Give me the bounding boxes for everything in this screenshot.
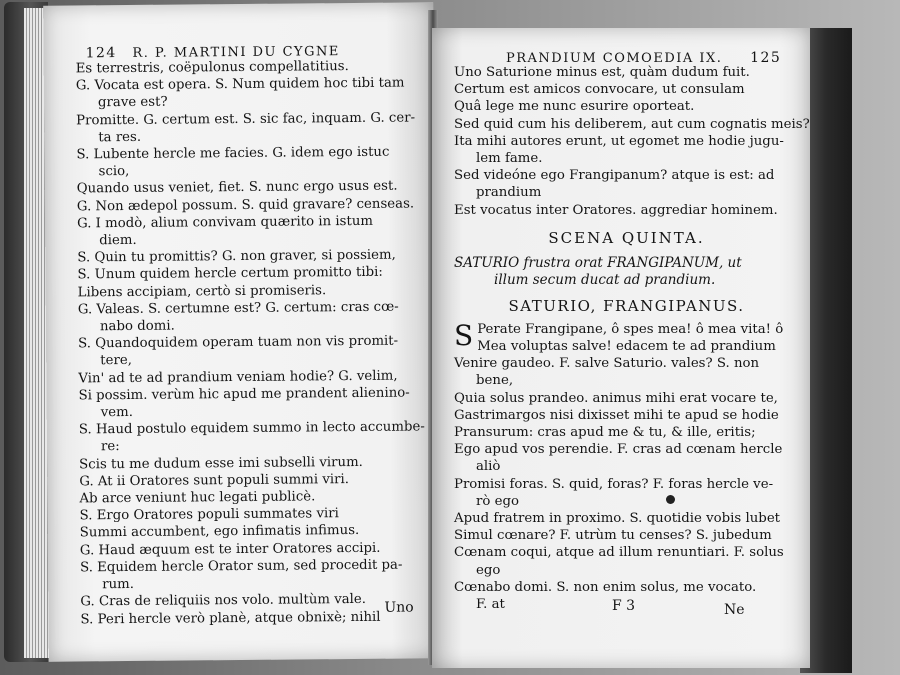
text-line: re: — [100, 439, 120, 455]
left-running-title: R. P. MARTINI DU CYGNE — [132, 44, 340, 61]
left-catchword: Uno — [384, 599, 414, 616]
text-line: Uno Saturione minus est, quàm dudum fuit. — [454, 65, 750, 80]
text-line: rum. — [102, 577, 135, 593]
text-line: Scis tu me dudum esse imi subselli virum. — [79, 454, 363, 473]
text-line: Pransurum: cras apud me & tu, & ille, eritis; — [454, 425, 756, 441]
text-line: S. Haud postulo equidem summo in lecto accumbe- — [78, 419, 425, 438]
text-line: S. Quandoquidem operam tuam non vis promit- — [78, 333, 399, 352]
text-line: bene, — [476, 373, 514, 389]
text-line: Promitte. G. certum est. S. sic fac, inquam. G. cer- — [76, 110, 416, 129]
text-line: Certum est amicos convocare, ut consulam — [454, 82, 745, 98]
signature-mark: F 3 — [612, 598, 636, 614]
right-running-title: PRANDIUM COMOEDIA IX. — [506, 51, 723, 66]
text-line: Sed quid cum his deliberem, aut cum cognatis meis? — [454, 116, 810, 132]
text-line: Es terrestris, coëpulonus compellatitius. — [75, 59, 349, 77]
text-line: S. Equidem hercle Orator sum, sed procedit pa- — [79, 557, 403, 576]
scene-argument-line: illum secum ducat ad prandium. — [494, 271, 716, 288]
text-line: rò ego — [476, 493, 519, 509]
text-line: prandium — [476, 185, 542, 201]
text-line: S. Quin tu promittis? G. non graver, si possiem, — [77, 247, 396, 266]
drop-cap: S — [454, 318, 474, 352]
left-page — [43, 2, 439, 661]
text-line: Promisi foras. S. quid, foras? F. foras hercle ve- — [454, 476, 774, 492]
text-line: G. Non ædepol possum. S. quid gravare? censeas. — [76, 196, 415, 215]
scene-argument-line: SATURIO frustra orat FRANGIPANUM, ut — [454, 254, 742, 271]
text-line: Cœnam coqui, atque ad illum renuntiari. F. solus — [454, 545, 784, 561]
text-line: aliò — [476, 459, 501, 475]
text-line: G. I modò, alium convivam quærito in istum — [76, 213, 374, 232]
text-line: Est vocatus inter Oratores. aggrediar hominem. — [454, 202, 778, 218]
text-line: Libens accipiam, certò si promiseris. — [77, 282, 327, 301]
ink-blot — [666, 495, 675, 504]
right-page-number: 125 — [750, 50, 782, 66]
cast-list: SATURIO, FRANGIPANUS. — [508, 296, 745, 315]
right-page — [432, 28, 810, 668]
left-page-number: 124 — [85, 45, 117, 62]
text-line: Sed videóne ego Frangipanum? atque is est: ad — [454, 168, 775, 184]
text-line: Ita mihi autores erunt, ut egomet me hodie jugu- — [454, 133, 784, 149]
text-line: Cœnabo domi. S. non enim solus, me vocato. — [454, 579, 757, 595]
text-line: ego — [476, 562, 501, 578]
left-text-block — [76, 57, 436, 628]
text-line: Quia solus prandeo. animus mihi erat vocare te, — [454, 390, 778, 406]
text-line: G. At ii Oratores sunt populi summi viri. — [79, 471, 349, 490]
text-line: G. Valeas. S. certumne est? G. certum: cras cœ- — [77, 299, 399, 318]
text-line: S. Peri hercle verò planè, atque obnixè; nihil — [80, 609, 381, 627]
text-line: Si possim. verùm hic apud me prandent alienino- — [78, 385, 410, 404]
text-line: Venire gaudeo. F. salve Saturio. vales? S. non — [454, 356, 760, 372]
text-line: Apud fratrem in proximo. S. quotidie vobis lubet — [454, 511, 781, 527]
scene-title: SCENA QUINTA. — [548, 228, 705, 247]
text-line: Quando usus veniet, fiet. S. nunc ergo usus est. — [76, 179, 398, 197]
text-line: vem. — [100, 405, 133, 421]
text-line: Ego apud vos perendie. F. cras ad cœnam hercle — [454, 442, 783, 458]
text-line: Simul cœnare? F. utrùm tu censes? S. jubedum — [454, 528, 772, 544]
text-line: Quâ lege me nunc esurire oporteat. — [454, 99, 695, 115]
text-line: lem fame. — [476, 151, 543, 167]
text-line: G. Cras de reliquiis nos volo. multùm vale. — [80, 592, 367, 610]
right-catchword: Ne — [724, 602, 745, 618]
text-line: G. Vocata est opera. S. Num quidem hoc tibi tam — [75, 75, 405, 94]
text-line: S. Ergo Oratores populi summates viri — [79, 506, 339, 524]
text-line: Gastrimargos nisi dixisset mihi te apud se hodie — [454, 407, 779, 423]
text-line: G. Haud æquum est te inter Oratores accipi. — [79, 540, 381, 559]
text-line: nabo domi. — [99, 318, 175, 335]
text-line: Ab arce veniunt huc legati publicè. — [79, 489, 316, 507]
text-line: tere, — [100, 353, 132, 369]
text-line: ta res. — [98, 129, 142, 146]
text-line: F. at — [476, 597, 505, 613]
text-line: grave est? — [97, 95, 168, 111]
text-line: Vin' ad te ad prandium veniam hodie? G. velim, — [78, 368, 398, 387]
scene-argument — [454, 255, 799, 289]
text-line-content: Perate Frangipane, ô spes mea! ô mea vita! ô — [477, 321, 784, 337]
text-line: diem. — [99, 232, 137, 249]
text-line: S. Unum quidem hercle certum promitto tibi: — [77, 265, 383, 283]
text-line: S. Lubente hercle me facies. G. idem ego istuc — [76, 144, 390, 163]
text-line: Summi accumbent, ego infimatis infimus. — [79, 523, 360, 541]
right-text-block — [454, 64, 810, 613]
text-line: scio, — [98, 164, 130, 180]
text-line: Mea voluptas salve! edacem te ad prandium — [477, 339, 776, 355]
